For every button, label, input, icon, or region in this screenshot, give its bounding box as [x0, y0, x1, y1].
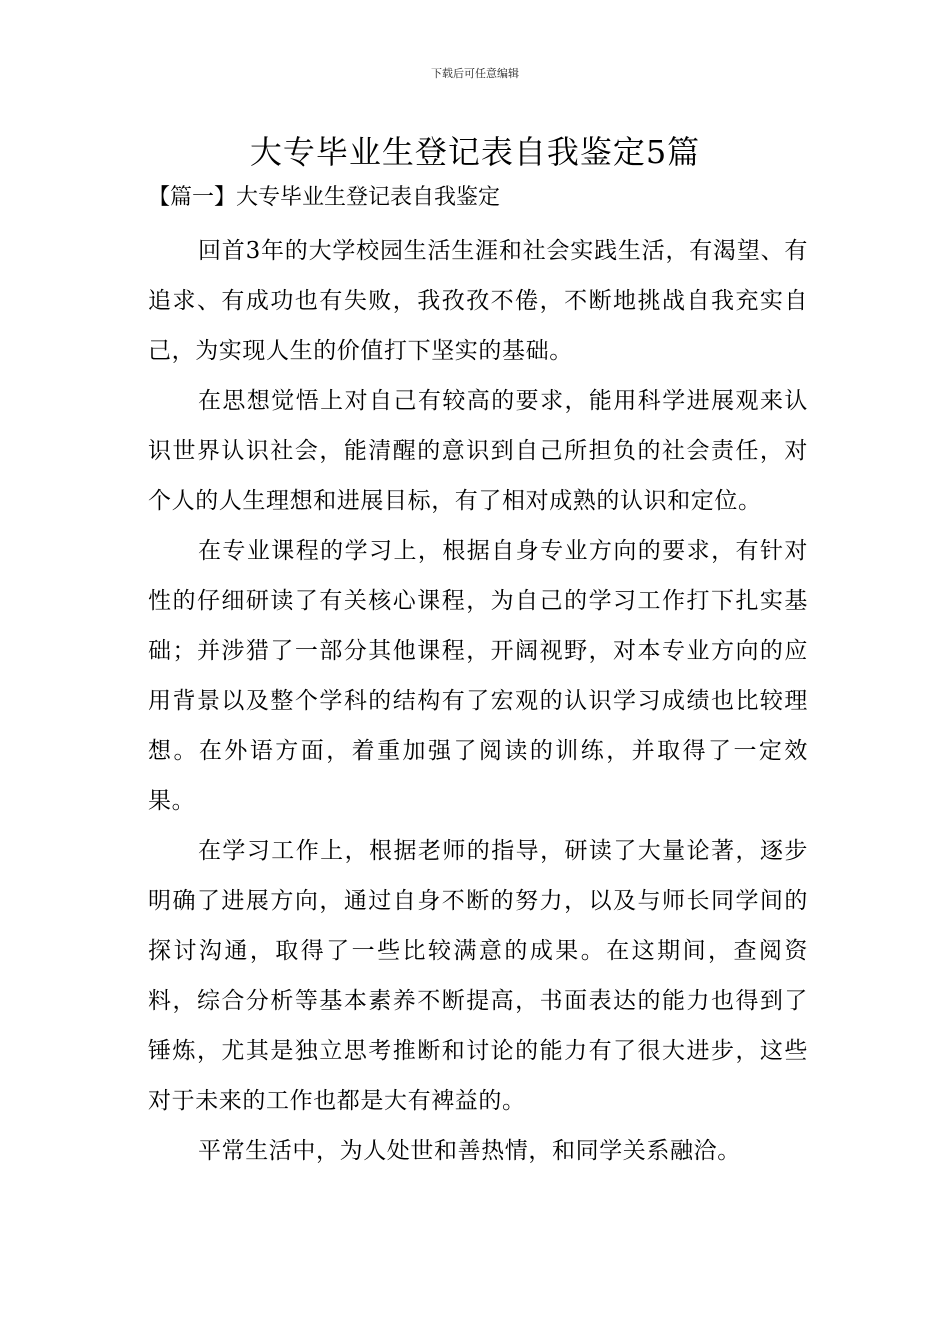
document-title: 大专毕业生登记表自我鉴定5篇 [249, 133, 701, 171]
paragraph: 平常生活中，为人处世和善热情，和同学关系融洽。 [198, 1138, 741, 1164]
header-note: 下载后可任意编辑 [431, 67, 519, 80]
section-heading: 【篇一】大专毕业生登记表自我鉴定 [148, 185, 501, 210]
paragraph: 在学习工作上，根据老师的指导，研读了大量论著，逐步明确了进展方向，通过自身不断的努力，以及与师长同学间的探讨沟通，取得了一些比较满意的成果。在这期间，查阅资料，综合分析等基本素养不断提高，书面表达的能力也得到了锤炼，尤其是独立思考推断和讨论的能力有了很大进步，这些对于未来的工作也都是大有裨益的。 [148, 838, 808, 1114]
paragraph: 在专业课程的学习上，根据自身专业方向的要求，有针对性的仔细研读了有关核心课程，为自己的学习工作打下扎实基础；并涉猎了一部分其他课程，开阔视野，对本专业方向的应用背景以及整个学科的结构有了宏观的认识学习成绩也比较理想。在外语方面，着重加强了阅读的训练，并取得了一定效果。 [148, 538, 808, 814]
paragraph: 回首3年的大学校园生活生涯和社会实践生活，有渴望、有追求、有成功也有失败，我孜孜不倦，不断地挑战自我充实自己，为实现人生的价值打下坚实的基础。 [148, 238, 808, 364]
document-body [148, 226, 808, 1176]
paragraph: 在思想觉悟上对自己有较高的要求，能用科学进展观来认识世界认识社会，能清醒的意识到自己所担负的社会责任，对个人的人生理想和进展目标，有了相对成熟的认识和定位。 [148, 388, 808, 514]
